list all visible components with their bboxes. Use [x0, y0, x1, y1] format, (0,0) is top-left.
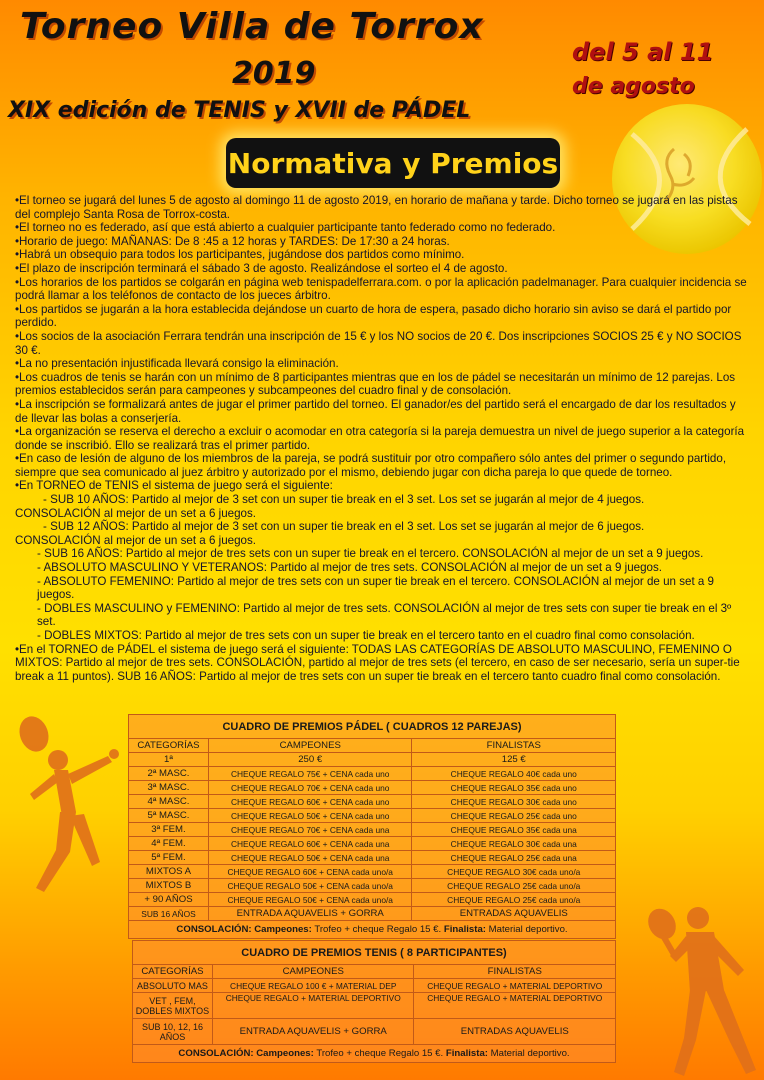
title-line-3: XIX edición de TENIS y XVII de PÁDEL — [8, 98, 471, 123]
rule-item: •Horario de juego: MAÑANAS: De 8 :45 a 12 horas y TARDES: De 17:30 a 24 horas. — [15, 234, 450, 248]
consolation-champ-prize: Trofeo + cheque Regalo 15 €. — [314, 924, 442, 935]
rule-item: •El torneo se jugará del lunes 5 de agosto al domingo 11 de agosto 2019, en horario de mañana y tarde. Dicho torneo se jugará en las pistas del complejo Santa Rosa de Torrox-costa. — [15, 194, 738, 221]
rule-item: •La no presentación injustificada llevará consigo la eliminación. — [15, 357, 339, 371]
tenis-rule-item: - ABSOLUTO FEMENINO: Partido al mejor de tres sets con un super tie break en el tercero. CONSOLACIÓN al mejor de un set a 9 juegos. — [37, 574, 715, 602]
table-row: MIXTOS A CHEQUE REGALO 60€ + CENA cada uno/a CHEQUE REGALO 30€ cada uno/a — [129, 865, 616, 879]
rule-item: •En caso de lesión de alguno de los miembros de la pareja, se podrá sustituir por otro compañero sólo antes del primer o segundo partido, siempre que sea comunicado al juez árbitro y autorizado por el mismo, debiendo jugar con dicha pareja lo que quede de torneo. — [15, 452, 727, 479]
table-row: 3ª MASC. CHEQUE REGALO 70€ + CENA cada uno CHEQUE REGALO 35€ cada uno — [129, 781, 616, 795]
table-row: ABSOLUTO MAS CHEQUE REGALO 100 € + MATERIAL DEP CHEQUE REGALO + MATERIAL DEPORTIVO — [133, 979, 616, 993]
tenis-rule-item: - DOBLES MASCULINO y FEMENINO: Partido al mejor de tres sets. CONSOLACIÓN al mejor de tres sets con super tie break en el 3º set. — [37, 601, 732, 629]
rule-item: •Los horarios de los partidos se colgarán en página web tenispadelferrara.com. o por la aplicación padelmanager. Para cualquier incidencia se podrá llamar a los teléfonos de contacto de los jueces árbitro. — [15, 275, 747, 303]
column-header: CATEGORÍAS — [129, 739, 209, 753]
rule-item: •El torneo no es federado, así que está abierto a cualquier participante tanto federado como no federado. — [15, 221, 556, 235]
male-padel-player-silhouette-icon — [640, 900, 764, 1080]
padel-rule-item: •En el TORNEO de PÁDEL el sistema de juego será el siguiente: TODAS LAS CATEGORÍAS DE ABSOLUTO MASCULINO, FEMENINO O MIXTOS: Partido al mejor de tres sets. CONSOLACIÓN, partido al mejor de tres sets (el tercero, en caso de ser necesario, sería un super-tie break a 11 puntos). SUB 16 AÑOS: Partido al mejor de tres sets con un super tie break en el tercero tanto cuadro final como consolación. — [15, 642, 740, 683]
tenis-table-title: CUADRO DE PREMIOS TENIS ( 8 PARTICIPANTES) — [133, 941, 616, 965]
tenis-rule-item: - DOBLES MIXTOS: Partido al mejor de tres sets con un super tie break en el tercero tanto en el cuadro final como consolación. — [37, 629, 695, 642]
tenis-rule-item: - ABSOLUTO MASCULINO Y VETERANOS: Partido al mejor de tres sets. CONSOLACIÓN al mejor de un set a 9 juegos. — [37, 561, 663, 575]
tenis-rule-item: - SUB 16 AÑOS: Partido al mejor de tres sets con un super tie break en el tercero. CONSOLACIÓN al mejor de un set a 9 juegos. — [37, 547, 704, 561]
table-row: 4ª MASC. CHEQUE REGALO 60€ + CENA cada uno CHEQUE REGALO 30€ cada uno — [129, 795, 616, 809]
column-header: CAMPEONES — [212, 965, 414, 979]
table-row: SUB 16 AÑOS ENTRADA AQUAVELIS + GORRA ENTRADAS AQUAVELIS — [129, 907, 616, 921]
title-line-1: Torneo Villa de Torrox — [20, 6, 484, 47]
rule-item: •En TORNEO de TENIS el sistema de juego será el siguiente: — [15, 479, 333, 493]
column-header: FINALISTAS — [414, 965, 616, 979]
tenis-rule-item: CONSOLACIÓN al mejor de un set a 6 juegos. — [15, 506, 257, 520]
table-row: 3ª FEM. CHEQUE REGALO 70€ + CENA cada una CHEQUE REGALO 35€ cada una — [129, 823, 616, 837]
table-row: MIXTOS B CHEQUE REGALO 50€ + CENA cada uno/a CHEQUE REGALO 25€ cada uno/a — [129, 879, 616, 893]
consolation-champ-label: Campeones: — [254, 924, 312, 935]
consolation-final-label: Finalista: — [445, 1048, 488, 1059]
date-line-2: de agosto — [572, 74, 695, 99]
consolation-champ-prize: Trofeo + cheque Regalo 15 €. — [316, 1048, 444, 1059]
female-player-silhouette-icon — [4, 712, 122, 908]
consolation-label: CONSOLACIÓN: — [176, 924, 252, 935]
rule-item: •Habrá un obsequio para todos los participantes, jugándose dos partidos como mínimo. — [15, 248, 465, 262]
section-title-banner: Normativa y Premios — [226, 138, 560, 188]
consolation-row — [133, 1045, 616, 1063]
consolation-row — [129, 921, 616, 939]
tenis-prize-table — [132, 940, 616, 1063]
title-line-2: 2019 — [232, 56, 316, 91]
table-row: 5ª MASC. CHEQUE REGALO 50€ + CENA cada uno CHEQUE REGALO 25€ cada uno — [129, 809, 616, 823]
rules-text — [15, 194, 750, 683]
tenis-rule-item: - SUB 12 AÑOS: Partido al mejor de 3 set con un super tie break en el 3 set. Los set se jugarán al mejor de 6 juegos. — [43, 520, 645, 534]
padel-table-title: CUADRO DE PREMIOS PÁDEL ( CUADROS 12 PAREJAS) — [129, 715, 616, 739]
consolation-final-prize: Material deportivo. — [490, 1048, 570, 1059]
column-header: CAMPEONES — [208, 739, 412, 753]
rule-item: •Los cuadros de tenis se harán con un mínimo de 8 participantes mientras que en los de pádel se necesitarán un mínimo de 12 parejas. Los premios establecidos serán para campeones y subcampeones del cuadro final y de consolación. — [15, 370, 736, 398]
tenis-rule-item: - SUB 10 AÑOS: Partido al mejor de 3 set con un super tie break en el 3 set. Los set se jugarán al mejor de 4 juegos. — [43, 493, 645, 507]
rule-item: •Los socios de la asociación Ferrara tendrán una inscripción de 15 € y los NO socios de 20 €. Dos inscripciones SOCIOS 25 € y NO SOCIOS 30 €. — [15, 329, 742, 357]
consolation-final-prize: Material deportivo. — [488, 924, 568, 935]
rule-item: •El plazo de inscripción terminará el sábado 3 de agosto. Realizándose el sorteo el 4 de agosto. — [15, 261, 508, 275]
padel-prize-table — [128, 714, 616, 939]
consolation-label: CONSOLACIÓN: — [178, 1048, 254, 1059]
rule-item: •Los partidos se jugarán a la hora establecida dejándose un cuarto de hora de espera, pasado dicho horario sin aviso se dará el partido por perdido. — [15, 302, 732, 330]
table-row: 2ª MASC. CHEQUE REGALO 75€ + CENA cada uno CHEQUE REGALO 40€ cada uno — [129, 767, 616, 781]
rule-item: •La organización se reserva el derecho a excluir o acomodar en otra categoría si la pareja demuestra un nivel de juego superior a la categoría donde se inscribió. Ello se realizará tras el primer partido. — [15, 425, 745, 452]
column-header: CATEGORÍAS — [133, 965, 213, 979]
table-row: 1ª 250 € 125 € — [129, 753, 616, 767]
consolation-final-label: Finalista: — [443, 924, 486, 935]
rule-item: •La inscripción se formalizará antes de jugar el primer partido del torneo. El ganador/es del partido será el encargado de dar los resultados y de llevar las bolas a conserjería. — [15, 397, 736, 425]
table-row: VET , FEM, DOBLES MIXTOS CHEQUE REGALO + MATERIAL DEPORTIVO CHEQUE REGALO + MATERIAL DEPORTIVO — [133, 993, 616, 1019]
table-row: 5ª FEM. CHEQUE REGALO 50€ + CENA cada una CHEQUE REGALO 25€ cada una — [129, 851, 616, 865]
date-line-1: del 5 al 11 — [572, 38, 714, 66]
tenis-rule-item: CONSOLACIÓN al mejor de un set a 6 juegos. — [15, 533, 257, 547]
table-row: + 90 AÑOS CHEQUE REGALO 50€ + CENA cada uno/a CHEQUE REGALO 25€ cada uno/a — [129, 893, 616, 907]
table-row: SUB 10, 12, 16 AÑOS ENTRADA AQUAVELIS + GORRA ENTRADAS AQUAVELIS — [133, 1019, 616, 1045]
table-row: 4ª FEM. CHEQUE REGALO 60€ + CENA cada una CHEQUE REGALO 30€ cada una — [129, 837, 616, 851]
column-header: FINALISTAS — [412, 739, 616, 753]
consolation-champ-label: Campeones: — [256, 1048, 314, 1059]
